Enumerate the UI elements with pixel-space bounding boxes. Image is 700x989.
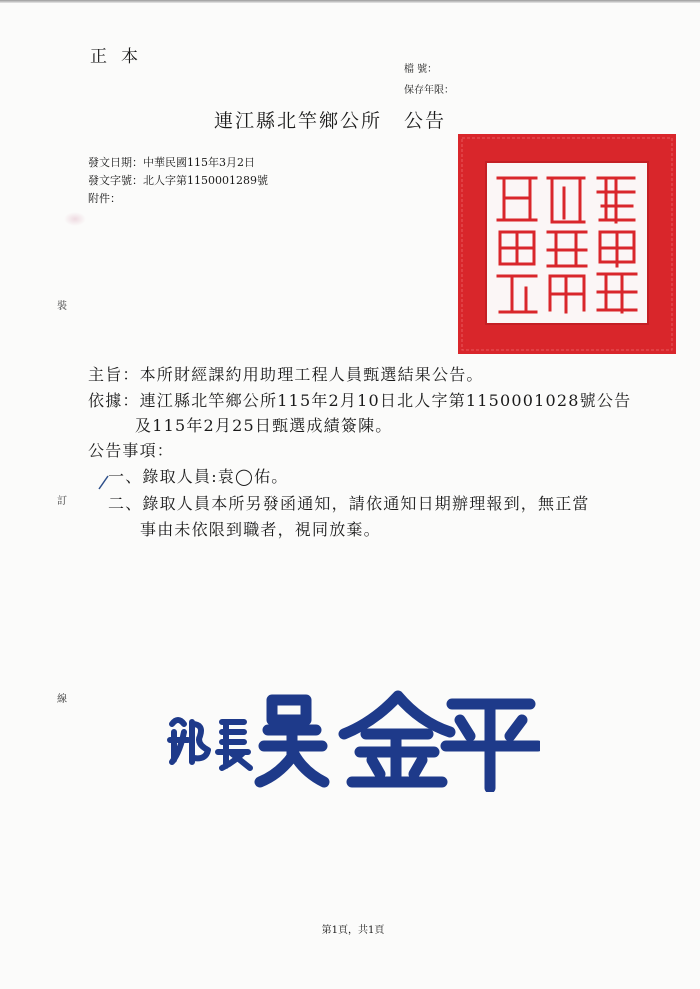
binding-mark-ding: 訂: [57, 496, 67, 507]
issue-number-row: [88, 172, 268, 188]
subject-label: 主旨：: [88, 365, 140, 384]
subject-text: 本所財經課約用助理工程人員甄選結果公告。: [139, 365, 484, 384]
basis-text-line2: 及115年2月25日甄選成績簽陳。: [135, 416, 393, 435]
signature-stamp: [160, 682, 540, 792]
basis-row: [88, 388, 631, 411]
binding-mark-xian: 線: [57, 694, 67, 705]
document-type: 公告: [404, 110, 447, 132]
announcement-item-1: 一、錄取人員:袁◯佑。: [108, 467, 289, 486]
retention-label: 保存年限：: [404, 85, 454, 96]
copy-type-label: 正本: [90, 47, 152, 67]
basis-text-line1: 連江縣北竿鄉公所115年2月10日北人字第1150001028號公告: [139, 391, 632, 410]
announcement-items-label: 公告事項：: [88, 441, 175, 460]
scan-edge: [0, 0, 700, 3]
subject-row: [88, 362, 484, 385]
official-seal: [456, 132, 678, 356]
issue-number-label: 發文字號：: [88, 174, 143, 187]
document-title: [0, 106, 700, 133]
announcement-item-2-line2: 事由未依限到職者，視同放棄。: [140, 520, 381, 539]
announcement-item-2-line1: 二、錄取人員本所另發函通知，請依通知日期辦理報到，無正當: [108, 494, 590, 513]
attachment-label: 附件：: [88, 192, 121, 205]
issue-date-row: [88, 154, 255, 170]
ink-smudge: [64, 212, 86, 226]
basis-label: 依據：: [88, 391, 140, 410]
issue-date-value: 中華民國115年3月2日: [143, 156, 255, 169]
page-number: 第1頁，共1頁: [321, 925, 385, 936]
file-number-label: 檔 號：: [404, 64, 438, 75]
attachment-row: [88, 190, 121, 206]
agency-name: 連江縣北竿鄉公所: [213, 110, 382, 132]
binding-mark-zhuang: 裝: [57, 301, 67, 312]
issue-date-label: 發文日期：: [88, 156, 143, 169]
pencil-mark: [96, 474, 110, 492]
issue-number-value: 北人字第1150001289號: [143, 174, 268, 187]
